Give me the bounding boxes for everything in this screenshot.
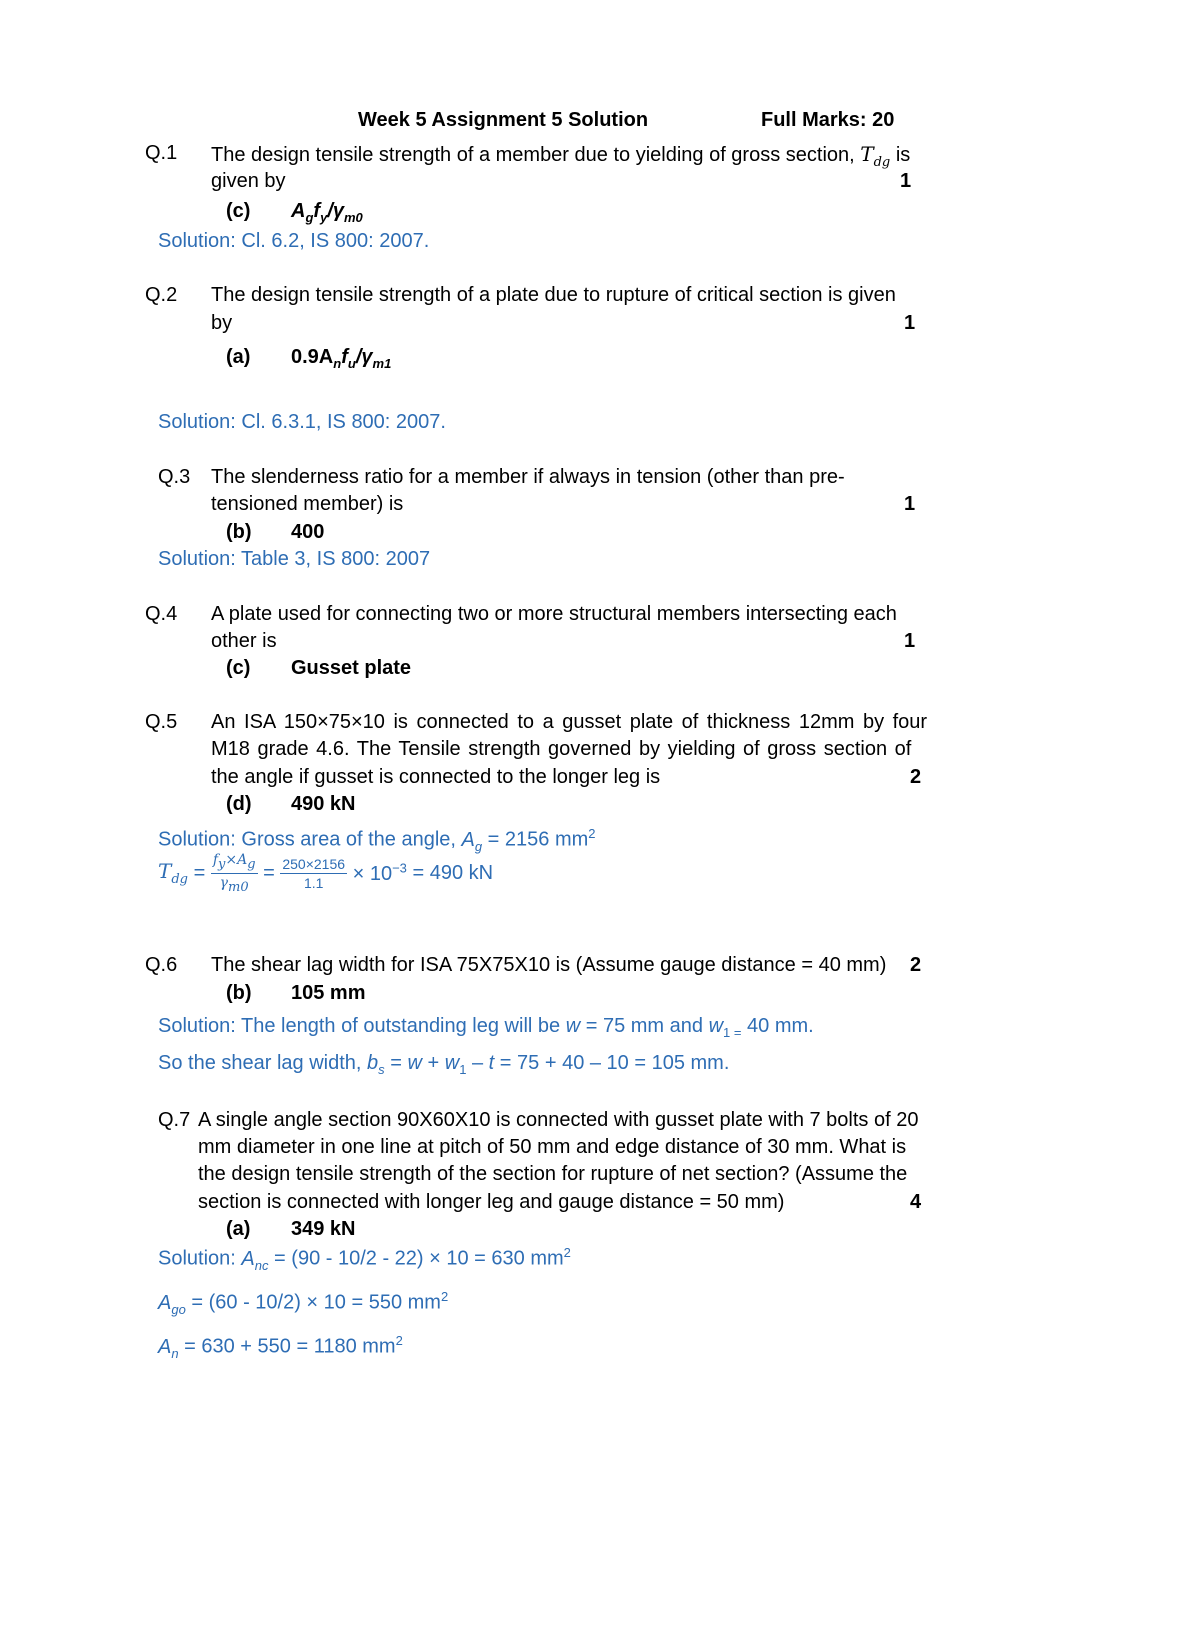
answer-value: Gusset plate <box>291 657 412 679</box>
question-text-cont: given by <box>211 170 286 192</box>
answer-option: (b) <box>226 982 252 1004</box>
solution-text-cont: $A_n = 630 + 550 = 1180$ $mm^2$ <box>158 1333 403 1361</box>
question-marks: 2 <box>910 954 922 976</box>
question-text: The shear lag width for ISA 75X75X10 is (Assume gauge distance = 40 mm) <box>211 954 887 976</box>
solution-text: Solution: Cl. 6.3.1, IS 800: 2007. <box>158 411 446 433</box>
answer-option: (c) <box>226 200 251 222</box>
answer-option: (a) <box>226 1218 251 1240</box>
question-text-cont: the angle if gusset is connected to the longer leg is <box>211 766 661 788</box>
full-marks: Full Marks: 20 <box>761 109 895 131</box>
answer-value: 400 <box>291 521 325 543</box>
question-text-cont: by <box>211 312 233 334</box>
question-number: Q.6 <box>145 954 178 976</box>
fraction-values: $\frac{250\times 2156}{1.1}$ <box>282 855 346 891</box>
question-number: Q.2 <box>145 284 178 306</box>
answer-option: (b) <box>226 521 252 543</box>
solution-equation: $T_{dg}$ = $\frac{f_y\times A_g}{\gamma_{m0}}$ = $\frac{250\times 2156}{1.1}$ × $10^{-3} = 490$ kN <box>158 852 494 895</box>
answer-value: 105 mm <box>291 982 366 1004</box>
page-title: Week 5 Assignment 5 Solution <box>358 109 649 131</box>
question-marks: 4 <box>910 1191 922 1213</box>
question-number: Q.7 <box>158 1109 191 1131</box>
solution-text: Solution: Table 3, IS 800: 2007 <box>158 548 431 570</box>
question-number: Q.5 <box>145 711 178 733</box>
question-text-cont: M18 grade 4.6. The Tensile strength governed by yielding of gross section of <box>211 738 912 760</box>
solution-text-cont: $A_{go} = (60 - 10/2) \times 10 = 550$ $mm^2$ <box>158 1289 449 1317</box>
question-number: Q.3 <box>158 466 191 488</box>
question-text: The design tensile strength of a plate due to rupture of critical section is given <box>211 284 896 306</box>
question-text: The design tensile strength of a member due to yielding of gross section, $T_{dg}$ is <box>211 142 911 170</box>
answer-option: (c) <box>226 657 251 679</box>
question-text-cont: tensioned member) is <box>211 493 404 515</box>
solution-text: Solution: Cl. 6.2, IS 800: 2007. <box>158 230 430 252</box>
solution-text-cont: So the shear lag width, $b_s = w + w_1 - t = 75 + 40 - 10 = 105$ mm. <box>158 1052 730 1077</box>
answer-option: (d) <box>226 793 252 815</box>
question-text: A single angle section 90X60X10 is connected with gusset plate with 7 bolts of 20 <box>198 1109 919 1131</box>
solution-text: Solution: Gross area of the angle, $A_g = 2156$ $mm^2$ <box>158 826 596 854</box>
answer-value: 349 kN <box>291 1218 356 1240</box>
question-text-cont: other is <box>211 630 277 652</box>
question-text: An ISA 150×75×10 is connected to a gusset plate of thickness 12mm by four <box>211 711 928 733</box>
question-marks: 2 <box>910 766 922 788</box>
question-marks: 1 <box>900 170 912 192</box>
question-text-cont: section is connected with longer leg and gauge distance = 50 mm) <box>198 1191 785 1213</box>
answer-value: $A_gf_y/\gamma_{m0}$ <box>291 200 363 225</box>
answer-option: (a) <box>226 346 251 368</box>
question-marks: 1 <box>904 493 916 515</box>
question-number: Q.1 <box>145 142 178 164</box>
answer-value: 490 kN <box>291 793 356 815</box>
question-text-cont: the design tensile strength of the section for rupture of net section? (Assume the <box>198 1163 908 1185</box>
question-text: The slenderness ratio for a member if always in tension (other than pre- <box>211 466 845 488</box>
question-number: Q.4 <box>145 603 178 625</box>
solution-text: Solution: $A_{nc} = (90 - 10/2 - 22) \times 10 = 630$ $mm^2$ <box>158 1245 571 1273</box>
question-text-cont: mm diameter in one line at pitch of 50 mm and edge distance of 30 mm. What is <box>198 1136 907 1158</box>
solution-text: Solution: The length of outstanding leg will be w = 75 mm and $w_{1 =}$ 40 mm. <box>158 1015 814 1040</box>
question-marks: 1 <box>904 630 916 652</box>
question-marks: 1 <box>904 312 916 334</box>
fraction-formula: $\frac{f_y\times A_g}{\gamma_{m0}}$ <box>212 852 256 895</box>
question-text: A plate used for connecting two or more structural members intersecting each <box>211 603 897 625</box>
answer-value: $0.9A_nf_u/\gamma_{m1}$ <box>291 346 392 371</box>
